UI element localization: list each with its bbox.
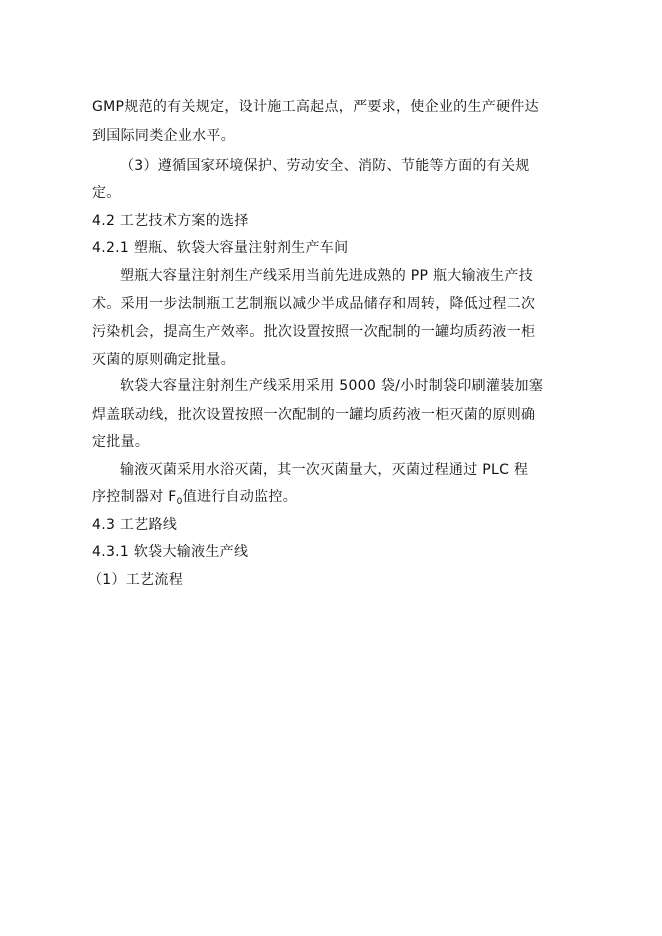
text-line-11: 软袋大容量注射剂生产线采用采用 5000 袋/小时制袋印刷灌装加塞	[120, 378, 544, 394]
subsection-heading-process-flow: （1）工艺流程	[88, 572, 184, 588]
text-fragment-before-f0: 序控制器对 F	[92, 489, 177, 505]
text-line-8: 术。采用一步法制瓶工艺制瓶以减少半成品储存和周转，降低过程二次	[92, 296, 536, 312]
text-line-14: 输液灭菌采用水浴灭菌，其一次灭菌量大，灭菌过程通过 PLC 程	[120, 462, 529, 478]
text-line-12: 焊盖联动线，批次设置按照一次配制的一罐均质药液一柜灭菌的原则确	[92, 407, 536, 423]
text-line-1: GMP规范的有关规定，设计施工高起点，严要求，使企业的生产硬件达	[92, 99, 539, 115]
text-line-15	[92, 487, 297, 512]
section-heading-4-2: 4.2 工艺技术方案的选择	[92, 213, 249, 229]
text-line-10: 灭菌的原则确定批量。	[92, 352, 235, 368]
section-heading-4-3: 4.3 工艺路线	[92, 517, 178, 533]
text-line-9: 污染机会，提高生产效率。批次设置按照一次配制的一罐均质药液一柜	[92, 324, 536, 340]
text-line-7: 塑瓶大容量注射剂生产线采用当前先进成熟的 PP 瓶大输液生产技	[120, 268, 534, 284]
section-heading-4-2-1: 4.2.1 塑瓶、软袋大容量注射剂生产车间	[92, 240, 349, 256]
subscript-zero: 0	[176, 497, 183, 507]
text-line-13: 定批量。	[92, 434, 150, 450]
section-heading-4-3-1: 4.3.1 软袋大输液生产线	[92, 544, 249, 560]
text-fragment-after-f0: 值进行自动监控。	[182, 489, 298, 505]
text-line-3: （3）遵循国家环境保护、劳动安全、消防、节能等方面的有关规	[120, 158, 530, 174]
text-line-2: 到国际同类企业水平。	[92, 128, 235, 144]
text-line-4: 定。	[92, 185, 121, 201]
